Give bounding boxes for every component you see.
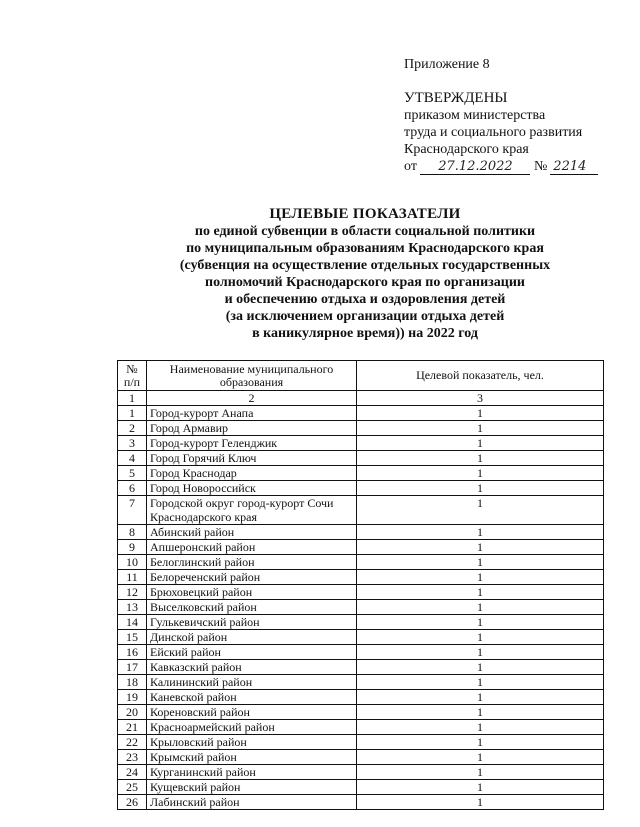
table-row — [118, 525, 604, 540]
row-number: 8 — [118, 525, 147, 540]
table-row — [118, 765, 604, 780]
target-value: 1 — [357, 421, 604, 436]
row-number: 22 — [118, 735, 147, 750]
table-row — [118, 720, 604, 735]
row-number: 20 — [118, 705, 147, 720]
title-line-1: по единой субвенции в области социальной политики — [194, 224, 536, 239]
target-value: 1 — [357, 720, 604, 735]
title-line-3: (субвенция на осуществление отдельных государственных — [179, 258, 551, 273]
title-line-7: в каникулярное время)) на 2022 год — [252, 326, 478, 341]
table-row — [118, 451, 604, 466]
target-value: 1 — [357, 705, 604, 720]
target-value: 1 — [357, 645, 604, 660]
approval-block — [404, 56, 598, 175]
table-row — [118, 466, 604, 481]
municipality-name: Калининский район — [147, 675, 357, 690]
municipality-name: Кореновский район — [147, 705, 357, 720]
row-number: 7 — [118, 496, 147, 525]
municipality-name: Белоглинский район — [147, 555, 357, 570]
table-row — [118, 780, 604, 795]
municipality-name: Брюховецкий район — [147, 585, 357, 600]
municipality-name: Город Армавир — [147, 421, 357, 436]
table-body — [118, 406, 604, 810]
table-row — [118, 750, 604, 765]
column-number-3: 3 — [357, 391, 604, 406]
header-municipality: Наименование муниципального образования — [147, 361, 357, 391]
table-header-row — [118, 361, 604, 391]
row-number: 25 — [118, 780, 147, 795]
municipality-name: Выселковский район — [147, 600, 357, 615]
table-row — [118, 570, 604, 585]
row-number: 26 — [118, 795, 147, 810]
municipality-name: Крымский район — [147, 750, 357, 765]
row-number: 3 — [118, 436, 147, 451]
approval-line-3: Краснодарского края — [404, 142, 529, 157]
row-number: 10 — [118, 555, 147, 570]
title-line-2: по муниципальным образованиям Краснодарского края — [186, 241, 544, 256]
municipality-name: Кущевский район — [147, 780, 357, 795]
row-number: 23 — [118, 750, 147, 765]
target-value: 1 — [357, 630, 604, 645]
table-row — [118, 436, 604, 451]
target-value: 1 — [357, 451, 604, 466]
date-number-line — [404, 158, 598, 175]
municipality-name: Город Горячий Ключ — [147, 451, 357, 466]
municipality-name: Лабинский район — [147, 795, 357, 810]
row-number: 5 — [118, 466, 147, 481]
target-value: 1 — [357, 750, 604, 765]
title-line-4: полномочий Краснодарского края по организации — [205, 275, 525, 290]
row-number: 12 — [118, 585, 147, 600]
table-row — [118, 630, 604, 645]
target-value: 1 — [357, 555, 604, 570]
table-row — [118, 421, 604, 436]
target-value: 1 — [357, 570, 604, 585]
municipality-name: Красноармейский район — [147, 720, 357, 735]
table-row — [118, 540, 604, 555]
column-number-row — [118, 391, 604, 406]
municipality-name: Кавказский район — [147, 660, 357, 675]
table-row — [118, 496, 604, 525]
header-target: Целевой показатель, чел. — [357, 361, 604, 391]
header-number: № п/п — [118, 361, 147, 391]
targets-table — [117, 360, 604, 810]
municipality-name: Динской район — [147, 630, 357, 645]
target-value: 1 — [357, 735, 604, 750]
municipality-name: Курганинский район — [147, 765, 357, 780]
table-row — [118, 600, 604, 615]
table-row — [118, 795, 604, 810]
target-value: 1 — [357, 780, 604, 795]
municipality-name: Ейский район — [147, 645, 357, 660]
municipality-name: Город-курорт Геленджик — [147, 436, 357, 451]
municipality-name: Апшеронский район — [147, 540, 357, 555]
municipality-name: Белореченский район — [147, 570, 357, 585]
date-prefix: от — [404, 159, 417, 174]
target-value: 1 — [357, 436, 604, 451]
table-row — [118, 615, 604, 630]
row-number: 19 — [118, 690, 147, 705]
column-number-2: 2 — [147, 391, 357, 406]
target-value: 1 — [357, 615, 604, 630]
row-number: 4 — [118, 451, 147, 466]
municipality-name: Абинский район — [147, 525, 357, 540]
row-number: 17 — [118, 660, 147, 675]
municipality-name: Каневской район — [147, 690, 357, 705]
approval-line-2: труда и социального развития — [404, 125, 583, 140]
target-value: 1 — [357, 496, 604, 525]
municipality-name: Гулькевичский район — [147, 615, 357, 630]
row-number: 2 — [118, 421, 147, 436]
target-value: 1 — [357, 690, 604, 705]
table-row — [118, 690, 604, 705]
table-row — [118, 660, 604, 675]
row-number: 9 — [118, 540, 147, 555]
row-number: 6 — [118, 481, 147, 496]
table-row — [118, 406, 604, 421]
target-value: 1 — [357, 406, 604, 421]
row-number: 16 — [118, 645, 147, 660]
row-number: 14 — [118, 615, 147, 630]
table-row — [118, 481, 604, 496]
title-main: ЦЕЛЕВЫЕ ПОКАЗАТЕЛИ — [269, 206, 461, 222]
target-value: 1 — [357, 540, 604, 555]
approval-line-1: приказом министерства — [404, 108, 546, 123]
column-number-1: 1 — [118, 391, 147, 406]
municipality-name: Город Новороссийск — [147, 481, 357, 496]
row-number: 13 — [118, 600, 147, 615]
municipality-name: Город Краснодар — [147, 466, 357, 481]
municipality-name: Город-курорт Анапа — [147, 406, 357, 421]
row-number: 11 — [118, 570, 147, 585]
handwritten-number: 2214 — [550, 160, 598, 175]
table-row — [118, 735, 604, 750]
target-value: 1 — [357, 660, 604, 675]
title-line-5: и обеспечению отдыха и оздоровления детей — [224, 292, 506, 307]
target-value: 1 — [357, 795, 604, 810]
row-number: 18 — [118, 675, 147, 690]
row-number: 15 — [118, 630, 147, 645]
row-number: 24 — [118, 765, 147, 780]
table-row — [118, 705, 604, 720]
municipality-name: Городской округ город-курорт Сочи Краснодарского края — [147, 496, 357, 525]
table-row — [118, 585, 604, 600]
document-title — [140, 206, 590, 342]
table-row — [118, 675, 604, 690]
row-number: 1 — [118, 406, 147, 421]
target-value: 1 — [357, 585, 604, 600]
municipality-name: Крыловский район — [147, 735, 357, 750]
table-row — [118, 645, 604, 660]
target-value: 1 — [357, 481, 604, 496]
number-prefix: № — [533, 159, 548, 174]
target-value: 1 — [357, 525, 604, 540]
target-value: 1 — [357, 600, 604, 615]
approved-heading: УТВЕРЖДЕНЫ — [404, 90, 508, 106]
target-value: 1 — [357, 765, 604, 780]
appendix-label: Приложение 8 — [404, 57, 490, 72]
title-line-6: (за исключением организации отдыха детей — [225, 309, 505, 324]
handwritten-date: 27.12.2022 — [420, 160, 530, 175]
row-number: 21 — [118, 720, 147, 735]
target-value: 1 — [357, 466, 604, 481]
table-row — [118, 555, 604, 570]
target-value: 1 — [357, 675, 604, 690]
